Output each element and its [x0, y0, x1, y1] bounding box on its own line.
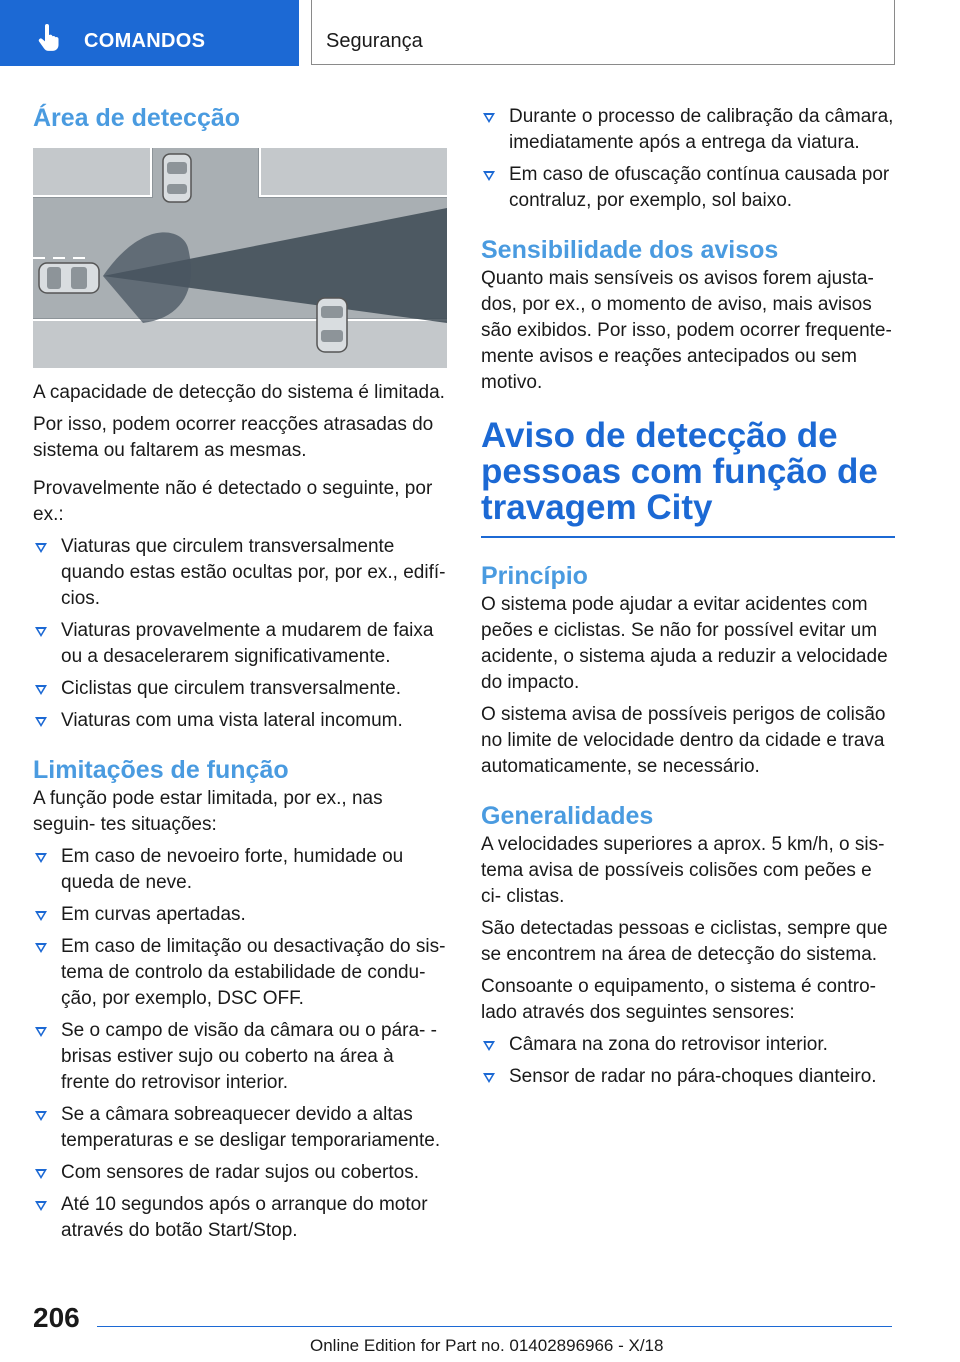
- bullet-triangle-icon: [35, 1027, 47, 1037]
- paragraph: O sistema pode ajudar a evitar acidentes com peões e ciclistas. Se não for possível evitar um acidente, o sistema ajuda a reduzir a velocidade do impacto.: [481, 594, 888, 693]
- list-item: Em caso de ofuscação contínua causada por contraluz, por exemplo, sol baixo.: [481, 162, 895, 214]
- section-title: Aviso de detecção de pessoas com função de travagem City: [481, 418, 895, 538]
- list-item: Em caso de limitação ou desactivação do sis- tema de controlo da estabilidade de condu- ção, por exemplo, DSC OFF.: [33, 934, 447, 1012]
- hand-pointer-icon: [36, 24, 62, 52]
- bullet-triangle-icon: [483, 171, 495, 181]
- list-item: Durante o processo de calibração da câmara, imediatamente após a entrega da viatura.: [481, 104, 895, 156]
- paragraph: Consoante o equipamento, o sistema é contro- lado através dos seguintes sensores:: [481, 976, 877, 1023]
- chapter-header: [311, 0, 895, 65]
- list-item: Em curvas apertadas.: [33, 902, 447, 928]
- list-item: Com sensores de radar sujos ou cobertos.: [33, 1160, 447, 1186]
- footer-edition: Online Edition for Part no. 01402896966 - X/18: [310, 1336, 664, 1355]
- bullet-triangle-icon: [35, 627, 47, 637]
- bullet-triangle-icon: [35, 717, 47, 727]
- heading-principle: Princípio: [481, 562, 588, 590]
- right-column: [481, 100, 895, 1090]
- paragraph: A capacidade de detecção do sistema é limitada.: [33, 382, 445, 403]
- bullet-triangle-icon: [35, 853, 47, 863]
- heading-general: Generalidades: [481, 802, 654, 830]
- bullet-list: [481, 104, 895, 214]
- bullet-list: [33, 844, 447, 1244]
- bullet-triangle-icon: [35, 943, 47, 953]
- footer-divider: [97, 1326, 892, 1327]
- list-item: Ciclistas que circulem transversalmente.: [33, 676, 447, 702]
- list-item: Em caso de nevoeiro forte, humidade ou queda de neve.: [33, 844, 447, 896]
- list-item: Viaturas provavelmente a mudarem de faixa ou a desacelerarem significativamente.: [33, 618, 447, 670]
- bullet-triangle-icon: [483, 113, 495, 123]
- section-tab[interactable]: [0, 0, 299, 66]
- bullet-triangle-icon: [35, 911, 47, 921]
- heading-detection-area: Área de detecção: [33, 104, 241, 132]
- list-item: Se a câmara sobreaquecer devido a altas temperaturas e se desligar temporariamente.: [33, 1102, 447, 1154]
- section-tab-label: COMANDOS: [84, 30, 206, 52]
- detection-area-illustration: [33, 148, 447, 368]
- heading-warning-sensitivity: Sensibilidade dos avisos: [481, 236, 779, 264]
- list-item: Viaturas com uma vista lateral incomum.: [33, 708, 447, 734]
- paragraph: São detectadas pessoas e ciclistas, sempre que se encontrem na área de detecção do sistema.: [481, 918, 888, 965]
- bullet-triangle-icon: [483, 1073, 495, 1083]
- left-column: [33, 100, 447, 1244]
- paragraph: Provavelmente não é detectado o seguinte, por ex.:: [33, 478, 433, 525]
- paragraph: A velocidades superiores a aprox. 5 km/h, o sis- tema avisa de possíveis colisões com peões e ci- clistas.: [481, 834, 885, 907]
- bullet-triangle-icon: [35, 1111, 47, 1121]
- page-number: 206: [33, 1302, 80, 1333]
- paragraph: A função pode estar limitada, por ex., nas seguin- tes situações:: [33, 788, 383, 835]
- paragraph: O sistema avisa de possíveis perigos de colisão no limite de velocidade dentro da cidade e trava automaticamente, se necessário.: [481, 704, 886, 777]
- heading-function-limits: Limitações de função: [33, 756, 289, 784]
- bullet-triangle-icon: [35, 543, 47, 553]
- bullet-triangle-icon: [35, 1169, 47, 1179]
- list-item: Sensor de radar no pára-choques dianteiro.: [481, 1064, 895, 1090]
- list-item: Até 10 segundos após o arranque do motor através do botão Start/Stop.: [33, 1192, 447, 1244]
- list-item: Se o campo de visão da câmara ou o pára- -brisas estiver sujo ou coberto na área à frente do retrovisor interior.: [33, 1018, 447, 1096]
- bullet-triangle-icon: [35, 685, 47, 695]
- list-item: Viaturas que circulem transversalmente quando estas estão ocultas por, por ex., edifí- cios.: [33, 534, 447, 612]
- bullet-triangle-icon: [483, 1041, 495, 1051]
- paragraph: Por isso, podem ocorrer reacções atrasadas do sistema ou faltarem as mesmas.: [33, 414, 434, 461]
- bullet-list: [481, 1032, 895, 1090]
- chapter-title: Segurança: [326, 30, 423, 52]
- paragraph: Quanto mais sensíveis os avisos forem ajusta- dos, por ex., o momento de aviso, mais avisos são exibidos. Por isso, podem ocorrer frequente- mente avisos e reações antecipados ou sem motivo.: [481, 268, 892, 393]
- bullet-list: [33, 534, 447, 734]
- bullet-triangle-icon: [35, 1201, 47, 1211]
- list-item: Câmara na zona do retrovisor interior.: [481, 1032, 895, 1058]
- detection-area-diagram: [33, 148, 447, 368]
